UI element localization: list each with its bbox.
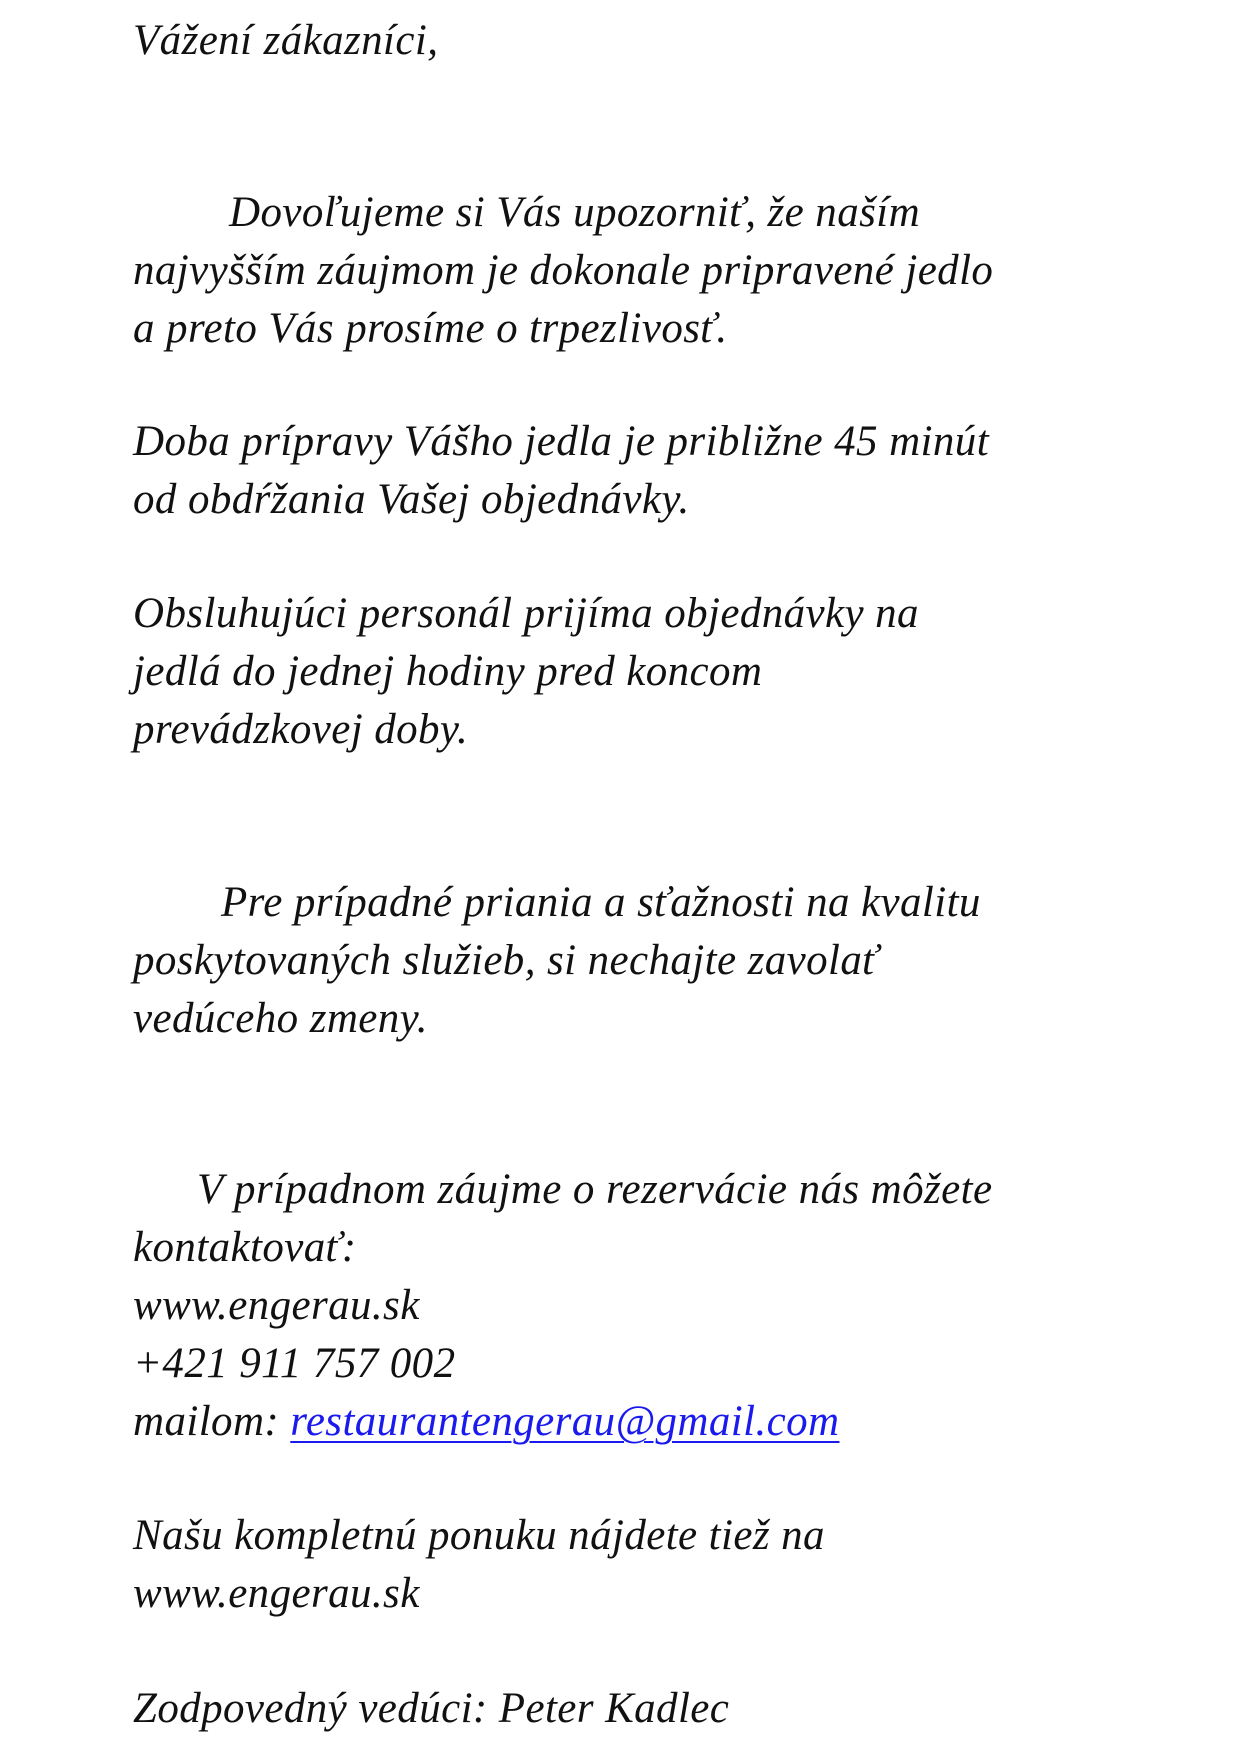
paragraph4-line1: Pre prípadné priania a sťažnosti na kvalitu xyxy=(221,879,981,926)
paragraph1-line3: a preto Vás prosíme o trpezlivosť. xyxy=(133,305,728,352)
contact-website: www.engerau.sk xyxy=(133,1282,420,1329)
paragraph3-line2: jedlá do jednej hodiny pred koncom xyxy=(133,648,763,695)
paragraph2-line2: od obdŕžania Vašej objednávky. xyxy=(133,476,690,523)
contact-intro-line1: V prípadnom záujme o rezervácie nás môžete xyxy=(197,1166,993,1213)
contact-intro-line2: kontaktovať: xyxy=(133,1224,357,1271)
paragraph3-line3: prevádzkovej doby. xyxy=(133,706,469,753)
email-link[interactable]: restaurantengerau@gmail.com xyxy=(290,1398,840,1445)
mail-label: mailom: xyxy=(133,1398,291,1445)
manager-label: Zodpovedný vedúci: xyxy=(133,1685,499,1732)
manager-line xyxy=(133,1680,729,1738)
manager-name: Peter Kadlec xyxy=(498,1685,730,1732)
greeting: Vážení zákazníci, xyxy=(133,17,439,64)
offer-website: www.engerau.sk xyxy=(133,1570,420,1617)
contact-mail-line xyxy=(133,1393,839,1451)
paragraph3-line1: Obsluhujúci personál prijíma objednávky na xyxy=(133,590,919,637)
paragraph1-line2: najvyšším záujmom je dokonale pripravené jedlo xyxy=(133,247,994,294)
paragraph2-line1: Doba prípravy Vášho jedla je približne 45 minút xyxy=(133,418,990,465)
offer-line1: Našu kompletnú ponuku nájdete tiež na xyxy=(133,1512,825,1559)
paragraph4-line3: vedúceho zmeny. xyxy=(133,995,428,1042)
contact-phone: +421 911 757 002 xyxy=(133,1340,456,1387)
paragraph1-line1: Dovoľujeme si Vás upozorniť, že naším xyxy=(229,189,921,236)
paragraph4-line2: poskytovaných služieb, si nechajte zavolať xyxy=(133,937,879,984)
